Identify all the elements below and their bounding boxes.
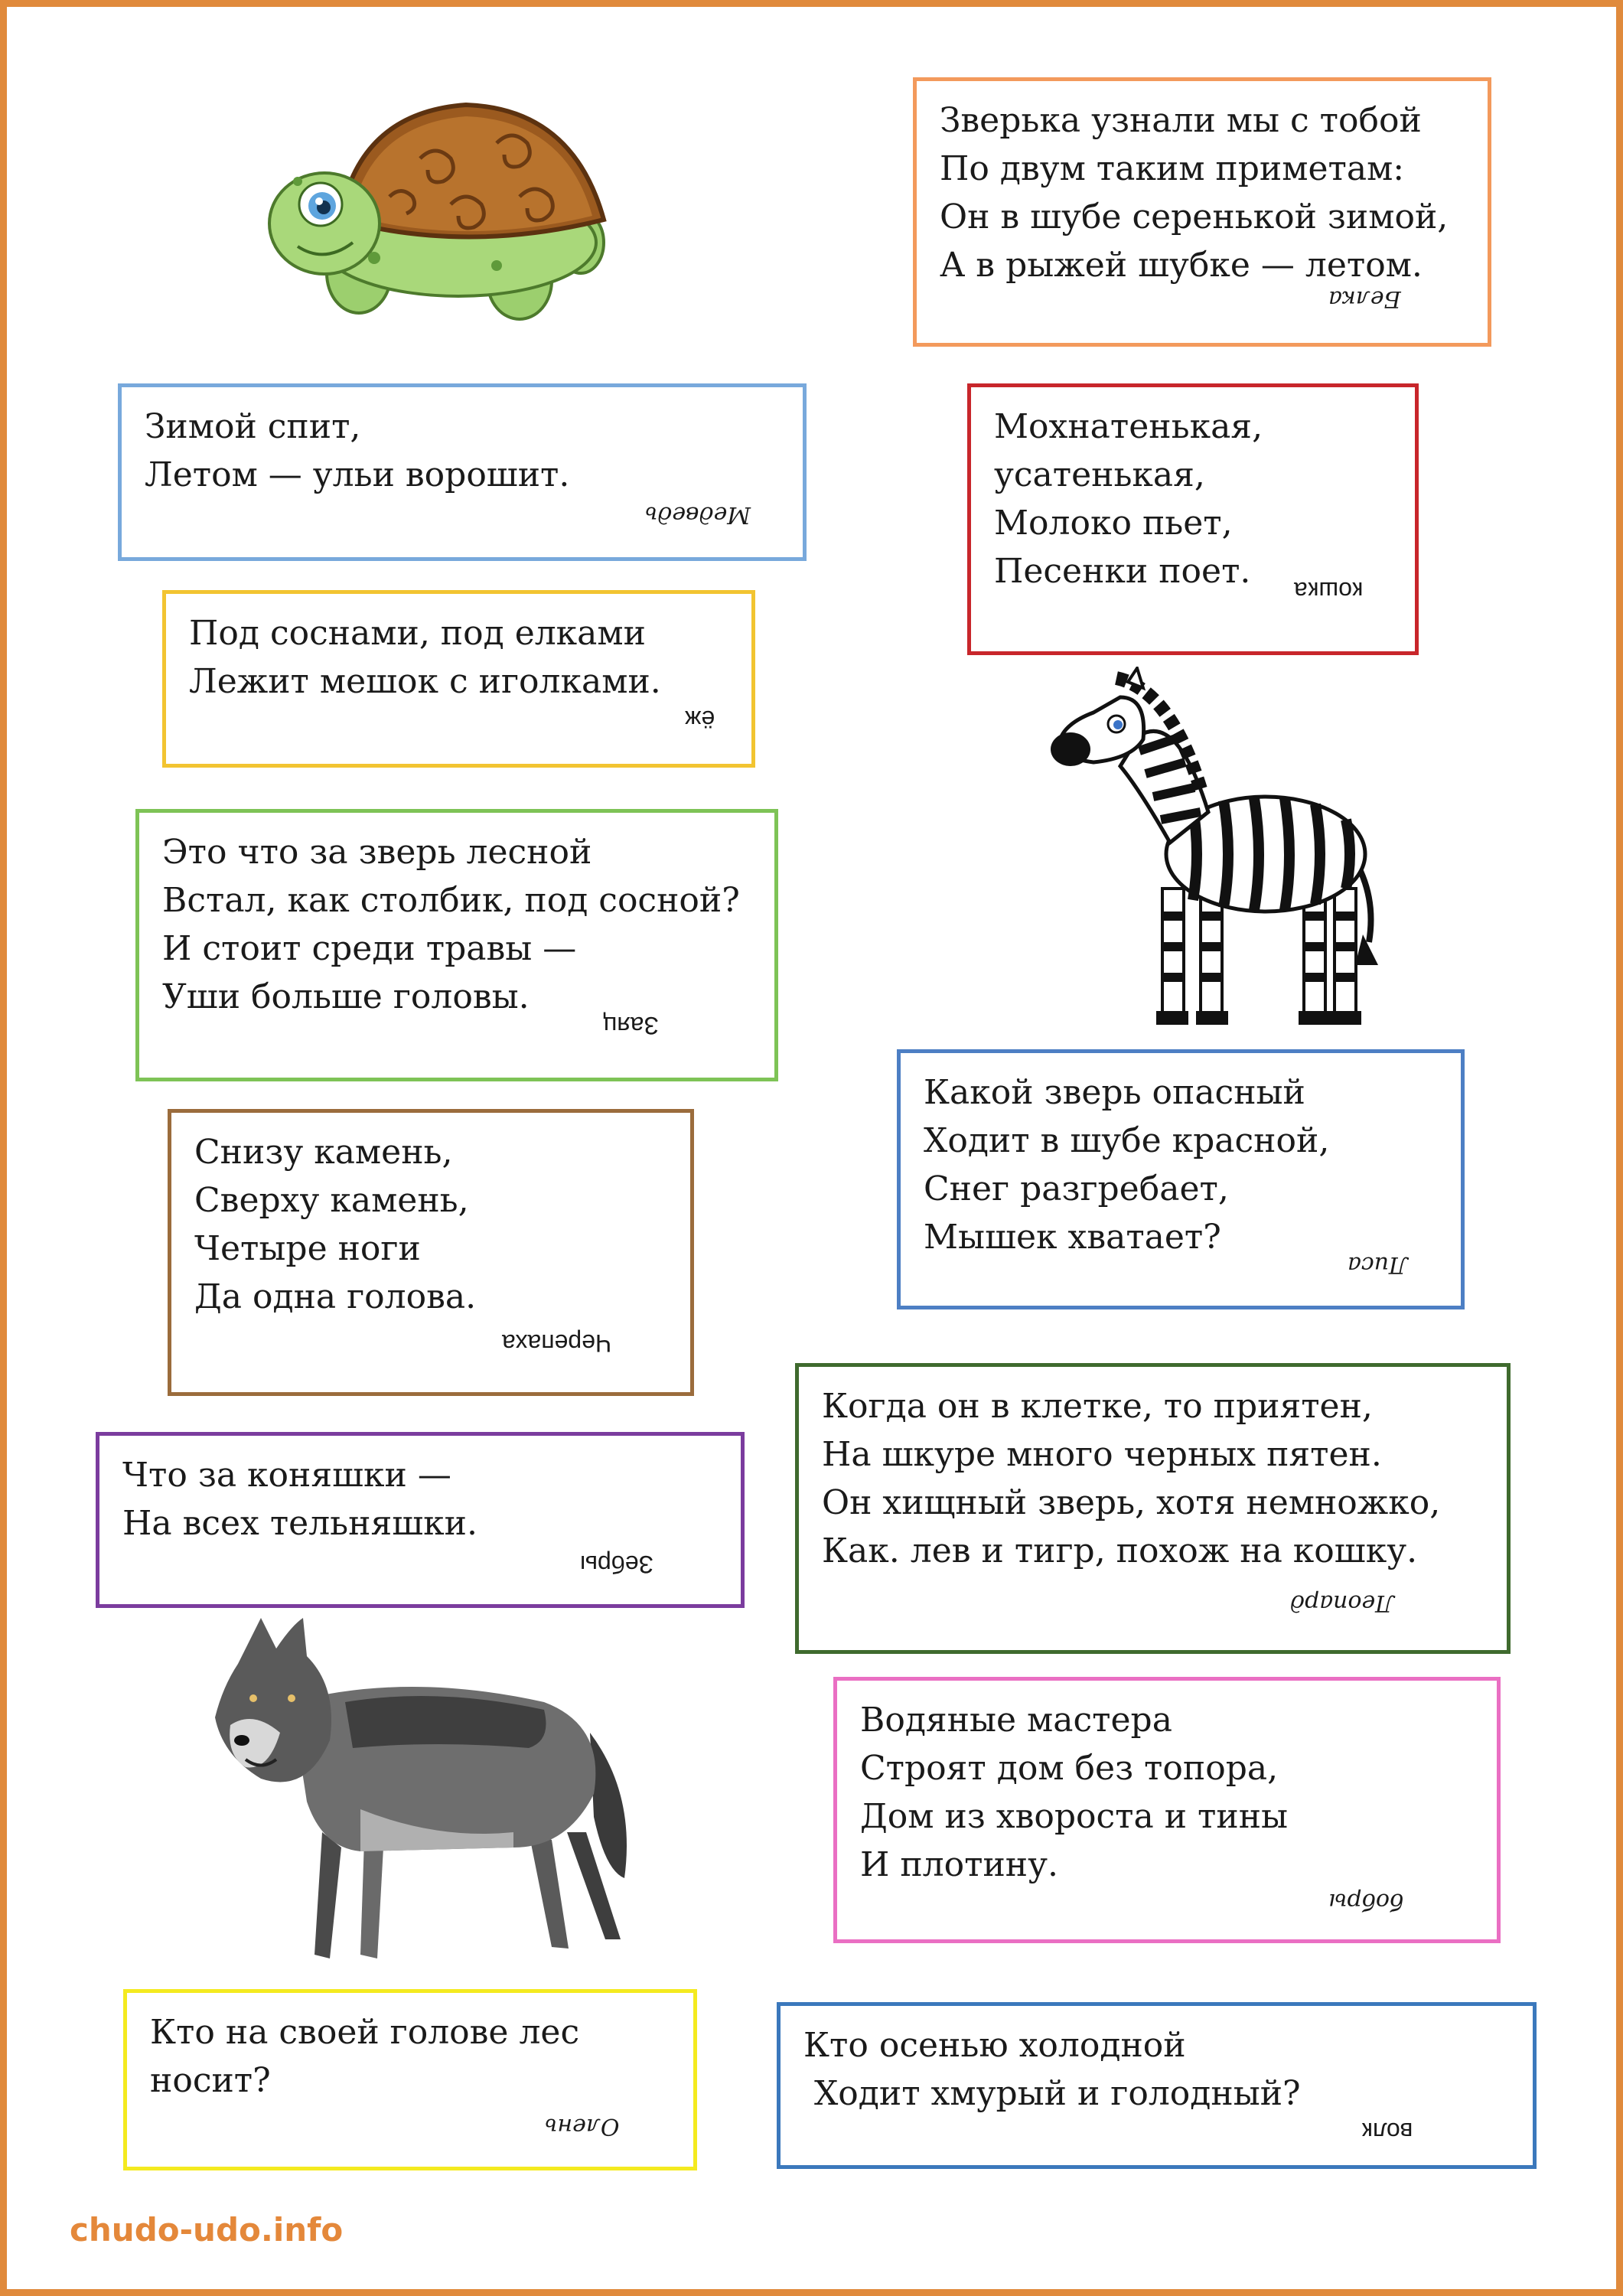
riddle-line: Строят дом без топора, [860,1749,1279,1788]
riddle-line: Какой зверь опасный [924,1073,1305,1112]
turtle-illustration [267,90,634,334]
riddle-line: Летом — ульи ворошит. [145,455,570,494]
riddle-line: Он хищный зверь, хотя немножко, [822,1483,1441,1522]
riddle-card-lisa [897,1049,1465,1309]
riddle-line: Четыре ноги [194,1229,421,1268]
riddle-line: Он в шубе серенькой зимой, [940,197,1449,236]
riddle-line: На шкуре много черных пятен. [822,1435,1382,1474]
riddle-line: По двум таким приметам: [940,149,1405,188]
site-watermark[interactable]: chudo-udo.info [70,2211,344,2249]
riddle-line: Ходит хмурый и голодный? [803,2074,1301,2113]
riddle-card-zebry [96,1432,745,1608]
riddle-answer: бобры [1328,1888,1404,1915]
riddle-card-volk [777,2002,1537,2169]
riddle-line: И стоит среди травы — [162,929,577,968]
riddle-card-olen [123,1989,697,2170]
riddle-line: Когда он в клетке, то приятен, [822,1387,1373,1426]
riddle-line: И плотину. [860,1845,1058,1884]
riddle-line: Песенки поет. [994,552,1251,591]
riddle-card-cherepaha [168,1109,694,1396]
riddle-line: Мышек хватает? [924,1218,1221,1257]
riddle-line: Снизу камень, [194,1133,453,1172]
riddle-line: Встал, как столбик, под сосной? [162,881,740,920]
riddle-answer: Медведь [645,501,751,528]
riddle-answer: Черепаха [502,1329,612,1357]
riddle-line: Под соснами, под елками [189,614,646,653]
riddle-answer: Олень [545,2113,620,2140]
riddle-line: Ходит в шубе красной, [924,1121,1330,1160]
riddle-line: носит? [150,2061,271,2100]
riddle-card-leopard [795,1363,1511,1654]
riddle-line: А в рыжей шубке — летом. [940,246,1423,285]
zebra-illustration [1048,667,1392,1042]
riddle-line: Кто осенью холодной [803,2026,1186,2065]
riddle-line: Зверька узнали мы с тобой [940,101,1422,140]
riddle-line: Мохнатенькая, [994,407,1263,446]
riddle-answer: Лиса [1348,1251,1409,1278]
riddle-answer: Заяц [603,1012,659,1039]
riddle-line: Это что за зверь лесной [162,833,592,872]
riddle-line: Как. лев и тигр, похож на кошку. [822,1531,1418,1570]
riddle-line: Молоко пьет, [994,504,1233,543]
riddle-line: Лежит мешок с иголками. [189,662,661,701]
riddle-card-bobry [833,1677,1501,1943]
riddle-line: Сверху камень, [194,1181,469,1220]
riddle-line: Дом из хвороста и тины [860,1797,1289,1836]
riddle-answer: Леопард [1290,1590,1395,1616]
riddle-line: На всех тельняшки. [122,1504,477,1543]
wolf-photo [207,1618,651,1966]
riddle-card-belka [913,77,1491,347]
riddle-answer: ёж [685,706,715,733]
riddle-answer: кошка [1294,577,1364,605]
riddle-line: усатенькая, [994,455,1205,494]
riddle-line: Кто на своей голове лес [150,2013,580,2052]
riddle-line: Уши больше головы. [162,977,530,1016]
riddle-card-zayac [135,809,778,1081]
riddle-answer: волк [1362,2118,1413,2145]
riddle-card-medved [118,383,807,561]
riddle-card-koshka [967,383,1419,655]
riddle-line: Водяные мастера [860,1701,1172,1740]
riddle-line: Зимой спит, [145,407,361,446]
riddle-line: Что за коняшки — [122,1456,451,1495]
riddle-answer: Белка [1328,285,1401,312]
riddle-answer: Зебры [580,1551,653,1578]
riddle-line: Да одна голова. [194,1277,477,1316]
riddle-line: Снег разгребает, [924,1169,1229,1208]
riddle-card-ezh [162,590,755,768]
